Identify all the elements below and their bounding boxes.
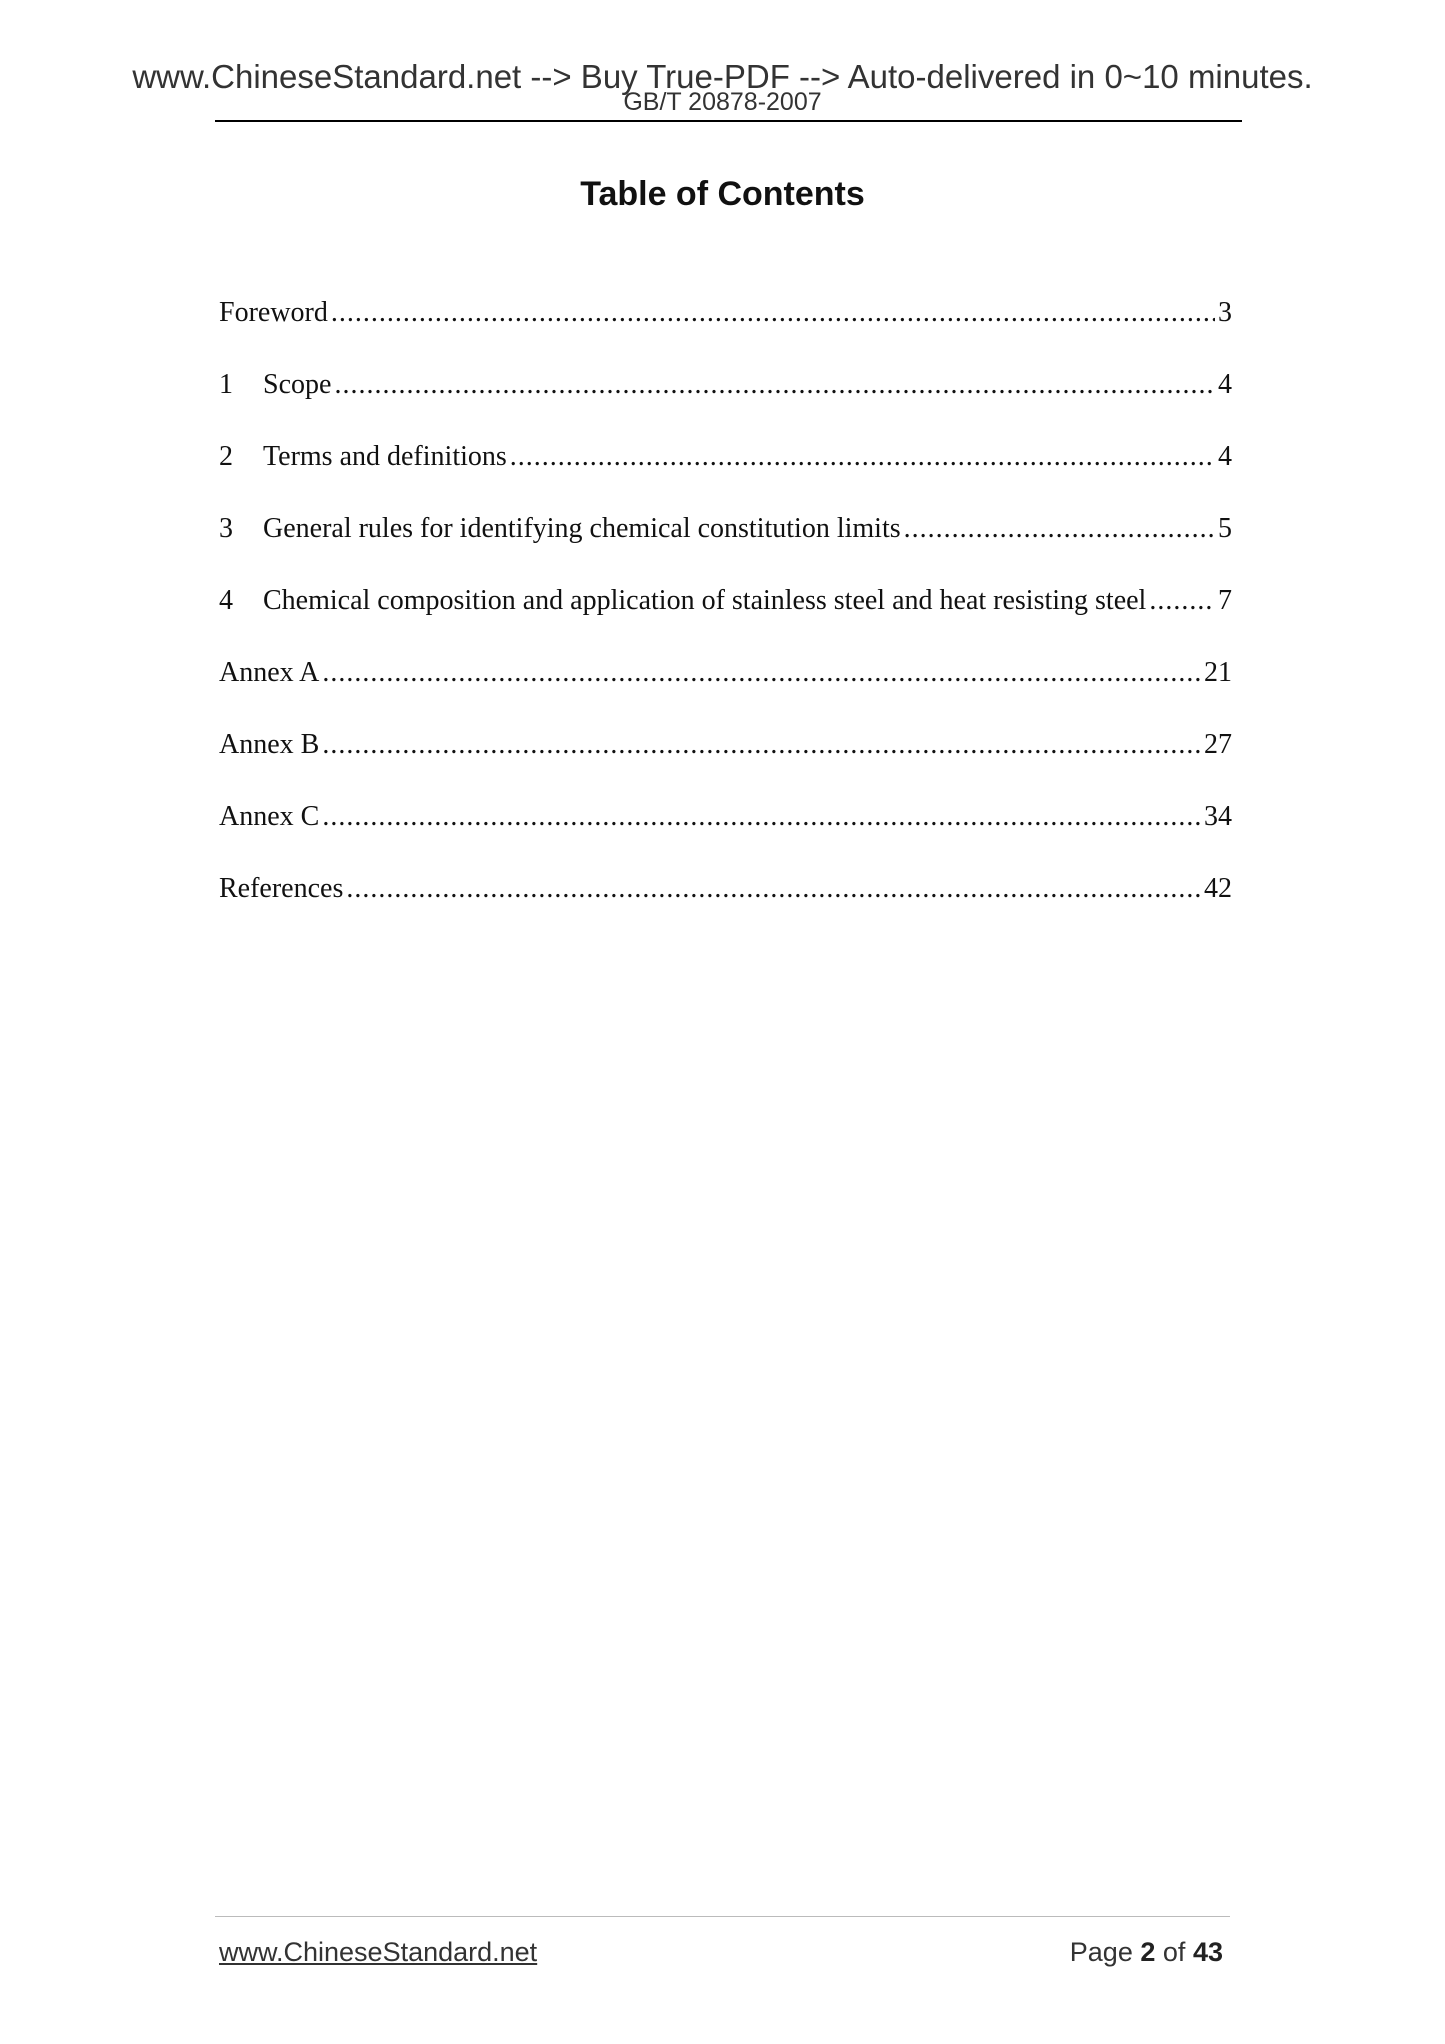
page-current: 2 (1140, 1937, 1156, 1967)
toc-entry-terms[interactable] (219, 440, 1232, 512)
toc-entry-label: Annex C (219, 801, 320, 832)
toc-entry-page: 7 (1218, 585, 1232, 616)
toc-entry-page: 3 (1218, 297, 1232, 328)
toc-entry-label: Scope (263, 369, 332, 400)
toc-entry-page: 21 (1204, 657, 1232, 688)
toc-leader-dots (322, 656, 1201, 690)
toc-entry-page: 42 (1204, 873, 1232, 904)
table-of-contents (219, 296, 1232, 944)
toc-entry-label: General rules for identifying chemical constitution limits (263, 513, 901, 544)
toc-entry-label: Annex B (219, 729, 320, 760)
standard-code: GB/T 20878-2007 (623, 88, 822, 116)
toc-entry-foreword[interactable] (219, 296, 1232, 368)
toc-entry-label: Chemical composition and application of stainless steel and heat resisting steel (263, 585, 1147, 616)
toc-entry-label: Annex A (219, 657, 320, 688)
toc-entry-label: Terms and definitions (263, 441, 507, 472)
toc-leader-dots (346, 872, 1201, 906)
footer-divider (215, 1916, 1230, 1917)
toc-entry-annex-c[interactable] (219, 800, 1232, 872)
toc-entry-annex-a[interactable] (219, 656, 1232, 728)
toc-leader-dots (331, 296, 1215, 330)
toc-leader-dots (904, 512, 1215, 546)
toc-entry-number: 1 (219, 369, 233, 400)
toc-entry-number: 4 (219, 585, 233, 616)
toc-entry-label: References (219, 873, 344, 904)
toc-entry-page: 4 (1218, 369, 1232, 400)
toc-entry-general-rules[interactable] (219, 512, 1232, 584)
toc-entry-page: 4 (1218, 441, 1232, 472)
toc-entry-page: 27 (1204, 729, 1232, 760)
toc-entry-number: 3 (219, 513, 233, 544)
toc-entry-references[interactable] (219, 872, 1232, 944)
toc-title: Table of Contents (580, 175, 865, 213)
header-divider (215, 120, 1242, 122)
toc-entry-chemical-composition[interactable] (219, 584, 1232, 656)
toc-leader-dots (1149, 584, 1215, 618)
toc-leader-dots (334, 368, 1215, 402)
toc-leader-dots (322, 728, 1201, 762)
toc-entry-page: 5 (1218, 513, 1232, 544)
page-word: Page (1069, 1937, 1133, 1967)
toc-leader-dots (322, 800, 1201, 834)
page-of-word: of (1162, 1937, 1186, 1967)
page-indicator (1070, 1936, 1223, 1968)
page-total: 43 (1192, 1937, 1223, 1967)
toc-leader-dots (510, 440, 1215, 474)
toc-entry-scope[interactable] (219, 368, 1232, 440)
toc-entry-annex-b[interactable] (219, 728, 1232, 800)
header-banner: www.ChineseStandard.net --> Buy True-PDF --> Auto-delivered in 0~10 minutes. (132, 58, 1313, 95)
footer-website-link[interactable]: www.ChineseStandard.net (219, 1937, 538, 1967)
toc-entry-number: 2 (219, 441, 233, 472)
toc-entry-label: Foreword (219, 297, 328, 328)
toc-entry-page: 34 (1204, 801, 1232, 832)
